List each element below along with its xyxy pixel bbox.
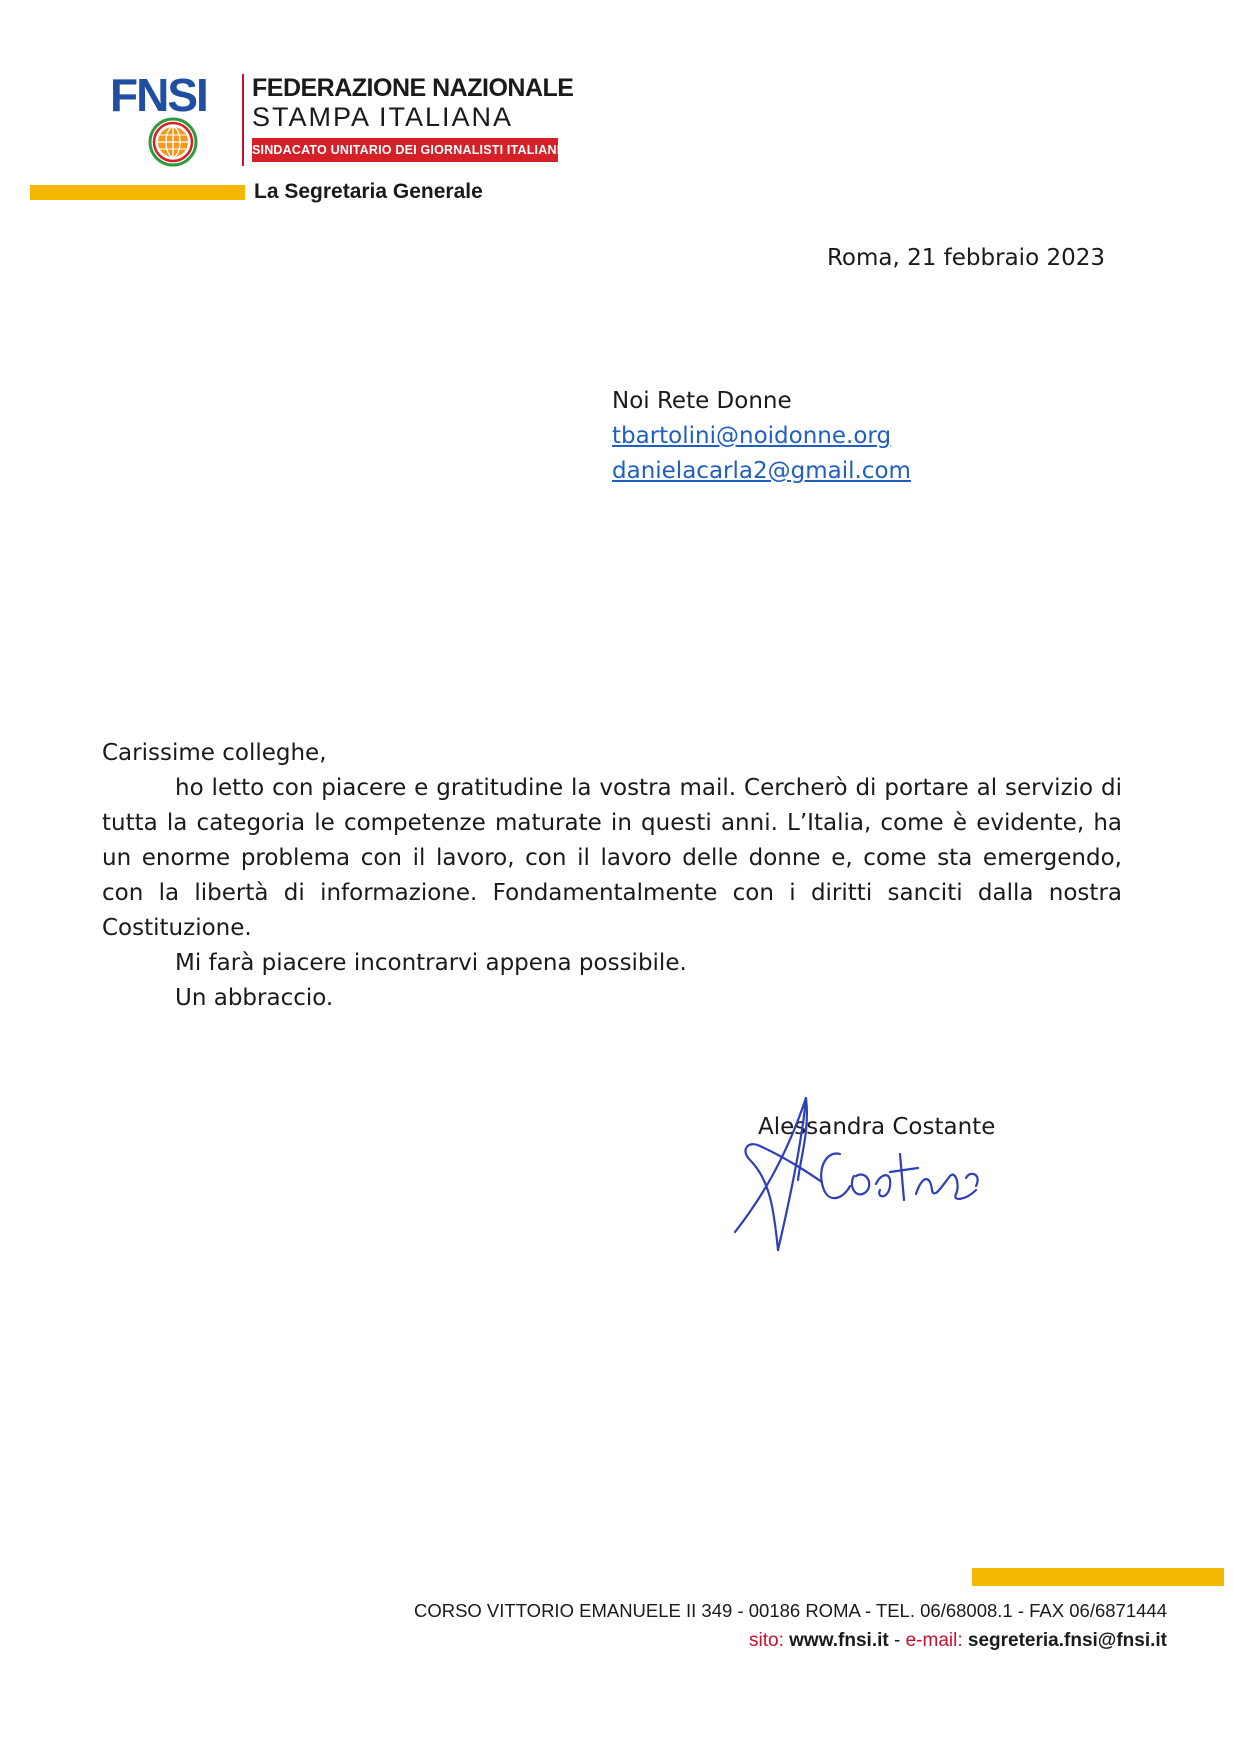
fnsi-logo — [110, 69, 574, 170]
footer-address: CORSO VITTORIO EMANUELE II 349 - 00186 ROMA - TEL. 06/68008.1 - FAX 06/6871444 — [413, 1600, 1167, 1621]
email-label: e-mail: — [905, 1630, 963, 1651]
letter-body — [102, 736, 1122, 1016]
recipient-name: Noi Rete Donne — [612, 388, 792, 414]
signer-name: Alessandra Costante — [758, 1114, 996, 1140]
footer-contacts — [749, 1630, 1167, 1652]
footer-separator: - — [894, 1630, 901, 1651]
closing: Un abbraccio. — [175, 985, 334, 1011]
logo-tagline: SINDACATO UNITARIO DEI GIORNALISTI ITALIANI — [252, 138, 558, 162]
body-paragraph: ho letto con piacere e gratitudine la vostra mail. Cercherò di portare al servizio di tutta la categoria le competenze maturate in questi anni. L’Italia, come è evidente, ha un enorme problema con il lavoro, con il lavoro delle donne e, come sta emergendo, con la libertà di informazione. Fondamentalmente con i diritti sanciti dalla nostra Costituzione. — [102, 775, 1122, 941]
site-label: sito: — [749, 1630, 784, 1651]
header-accent-bar — [30, 185, 245, 200]
footer-accent-bar — [972, 1568, 1224, 1586]
logo-federation-name: FEDERAZIONE NAZIONALE — [252, 74, 574, 102]
email-link[interactable]: segreteria.fnsi@fnsi.it — [967, 1630, 1167, 1651]
recipient-email-link[interactable]: danielacarla2@gmail.com — [612, 458, 911, 484]
office-title: La Segretaria Generale — [254, 180, 483, 203]
logo-press-name: STAMPA ITALIANA — [252, 102, 514, 132]
recipient-email-link[interactable]: tbartolini@noidonne.org — [612, 423, 892, 449]
globe-logo-icon — [148, 117, 198, 167]
logo-acronym: FNSI — [110, 69, 207, 121]
signature-block — [730, 1090, 1030, 1260]
salutation: Carissime colleghe, — [102, 740, 327, 766]
logo-divider — [242, 74, 244, 166]
handwritten-signature — [730, 1090, 1030, 1260]
recipient-block — [612, 384, 911, 489]
letter-date: Roma, 21 febbraio 2023 — [826, 245, 1105, 271]
site-link[interactable]: www.fnsi.it — [789, 1630, 889, 1651]
body-paragraph: Mi farà piacere incontrarvi appena possibile. — [175, 950, 687, 976]
